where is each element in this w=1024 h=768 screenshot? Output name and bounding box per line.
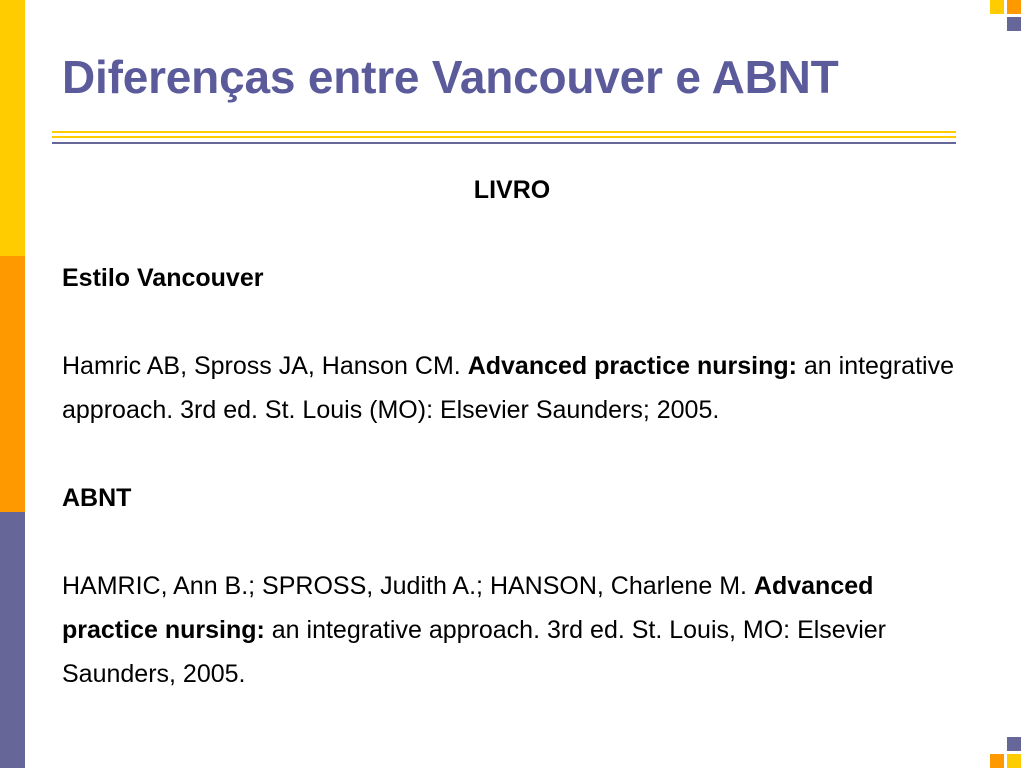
spacer <box>62 300 962 344</box>
spacer <box>62 520 962 564</box>
vancouver-style-label: Estilo Vancouver <box>62 264 264 292</box>
title-underline-yellow-2 <box>52 136 956 138</box>
abnt-style-label: ABNT <box>62 484 132 512</box>
abnt-reference-authors: HAMRIC, Ann B.; SPROSS, Judith A.; HANSON, Charlene M. <box>62 572 754 600</box>
left-bar-yellow-segment <box>0 0 25 256</box>
corner-square-bottom-orange <box>990 754 1004 768</box>
corner-square-top-orange <box>1007 0 1021 14</box>
slide-body <box>62 168 962 696</box>
abnt-reference <box>62 564 962 696</box>
left-bar-orange-segment <box>0 256 25 512</box>
vancouver-reference-book-title: Advanced practice nursing: <box>467 352 797 380</box>
vancouver-reference-authors: Hamric AB, Spross JA, Hanson CM. <box>62 352 468 380</box>
left-bar-purple-segment <box>0 512 25 768</box>
abnt-reference-book-title: Advanced practice nursing: <box>62 572 874 644</box>
corner-square-top-purple <box>1007 17 1021 31</box>
left-decorative-bar <box>0 0 25 768</box>
abnt-reference-details: an integrative approach. 3rd ed. St. Louis, MO: Elsevier Saunders, 2005. <box>62 616 886 688</box>
corner-square-bottom-yellow <box>1007 754 1021 768</box>
section-heading: LIVRO <box>473 176 551 204</box>
title-underline-yellow-1 <box>52 131 956 133</box>
vancouver-reference <box>62 344 962 432</box>
spacer <box>62 432 962 476</box>
vancouver-reference-details: an integrative approach. 3rd ed. St. Louis (MO): Elsevier Saunders; 2005. <box>62 352 954 424</box>
corner-square-bottom-purple <box>1007 737 1021 751</box>
corner-square-top-yellow <box>990 0 1004 14</box>
spacer <box>62 212 962 256</box>
title-underline-purple <box>52 142 956 144</box>
slide-title: Diferenças entre Vancouver e ABNT <box>62 51 839 103</box>
